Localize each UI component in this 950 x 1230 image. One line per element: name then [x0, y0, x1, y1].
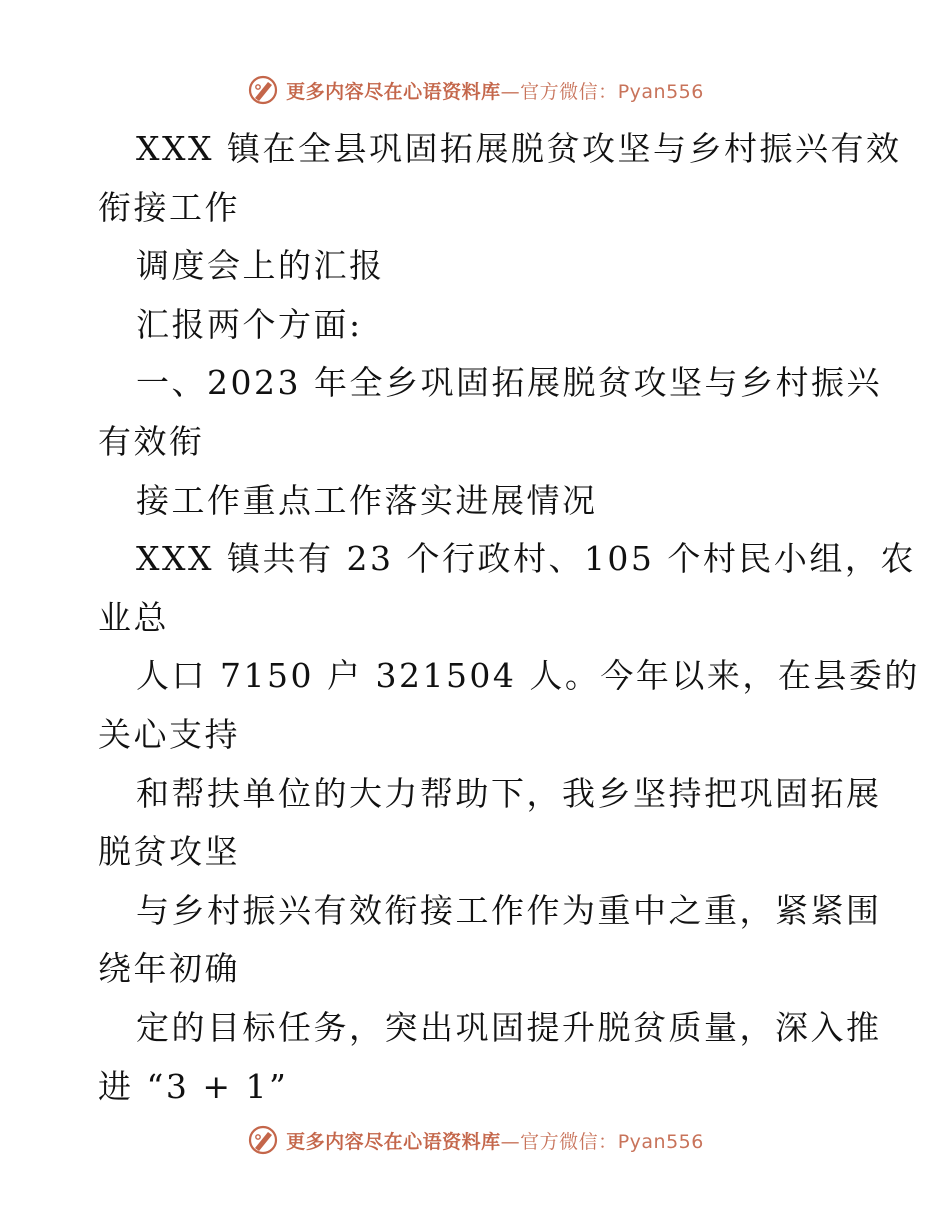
paragraph-line: 接工作重点工作落实进展情况 [136, 480, 598, 520]
pen-nib-logo-icon [246, 73, 280, 107]
document-body [98, 120, 920, 1116]
pen-nib-logo-icon [246, 1123, 280, 1157]
watermark-separator: — [500, 80, 521, 103]
paragraph-line: 衔接工作 [98, 187, 240, 227]
paragraph-line: 有效衔 [98, 421, 205, 461]
paragraph-line: 关心支持 [98, 714, 240, 754]
paragraph-line: 与乡村振兴有效衔接工作作为重中之重，紧紧围 [136, 890, 882, 930]
paragraph-line: 和帮扶单位的大力帮助下，我乡坚持把巩固拓展 [136, 773, 882, 813]
watermark-wechat-label: 官方微信： [520, 80, 618, 103]
watermark-text [286, 77, 704, 104]
watermark-wechat-id: Pyan556 [617, 80, 704, 103]
paragraph-line: 一、2023 年全乡巩固拓展脱贫攻坚与乡村振兴 [136, 363, 882, 403]
footer-watermark [0, 1120, 950, 1160]
paragraph-line: 进 “3 + 1” [98, 1066, 289, 1106]
paragraph-line: 汇报两个方面: [136, 304, 363, 344]
paragraph-line: 定的目标任务，突出巩固提升脱贫质量，深入推 [136, 1007, 882, 1047]
paragraph-line: XXX 镇共有 23 个行政村、105 个村民小组，农 [136, 539, 916, 579]
watermark-wechat-label: 官方微信： [520, 1130, 618, 1153]
header-watermark [0, 70, 950, 110]
paragraph-line: XXX 镇在全县巩固拓展脱贫攻坚与乡村振兴有效 [136, 129, 902, 168]
watermark-wechat-id: Pyan556 [617, 1130, 704, 1153]
paragraph-line: 绕年初确 [98, 949, 240, 989]
paragraph-line: 调度会上的汇报 [136, 246, 385, 286]
watermark-separator: — [500, 1130, 521, 1153]
watermark-site-text: 更多内容尽在心语资料库 [286, 80, 501, 103]
paragraph-line: 脱贫攻坚 [98, 832, 240, 872]
watermark-site-text: 更多内容尽在心语资料库 [286, 1130, 501, 1153]
watermark-text [286, 1127, 704, 1154]
paragraph-line: 业总 [98, 597, 169, 637]
paragraph-line: 人口 7150 户 321504 人。今年以来，在县委的 [136, 656, 920, 696]
